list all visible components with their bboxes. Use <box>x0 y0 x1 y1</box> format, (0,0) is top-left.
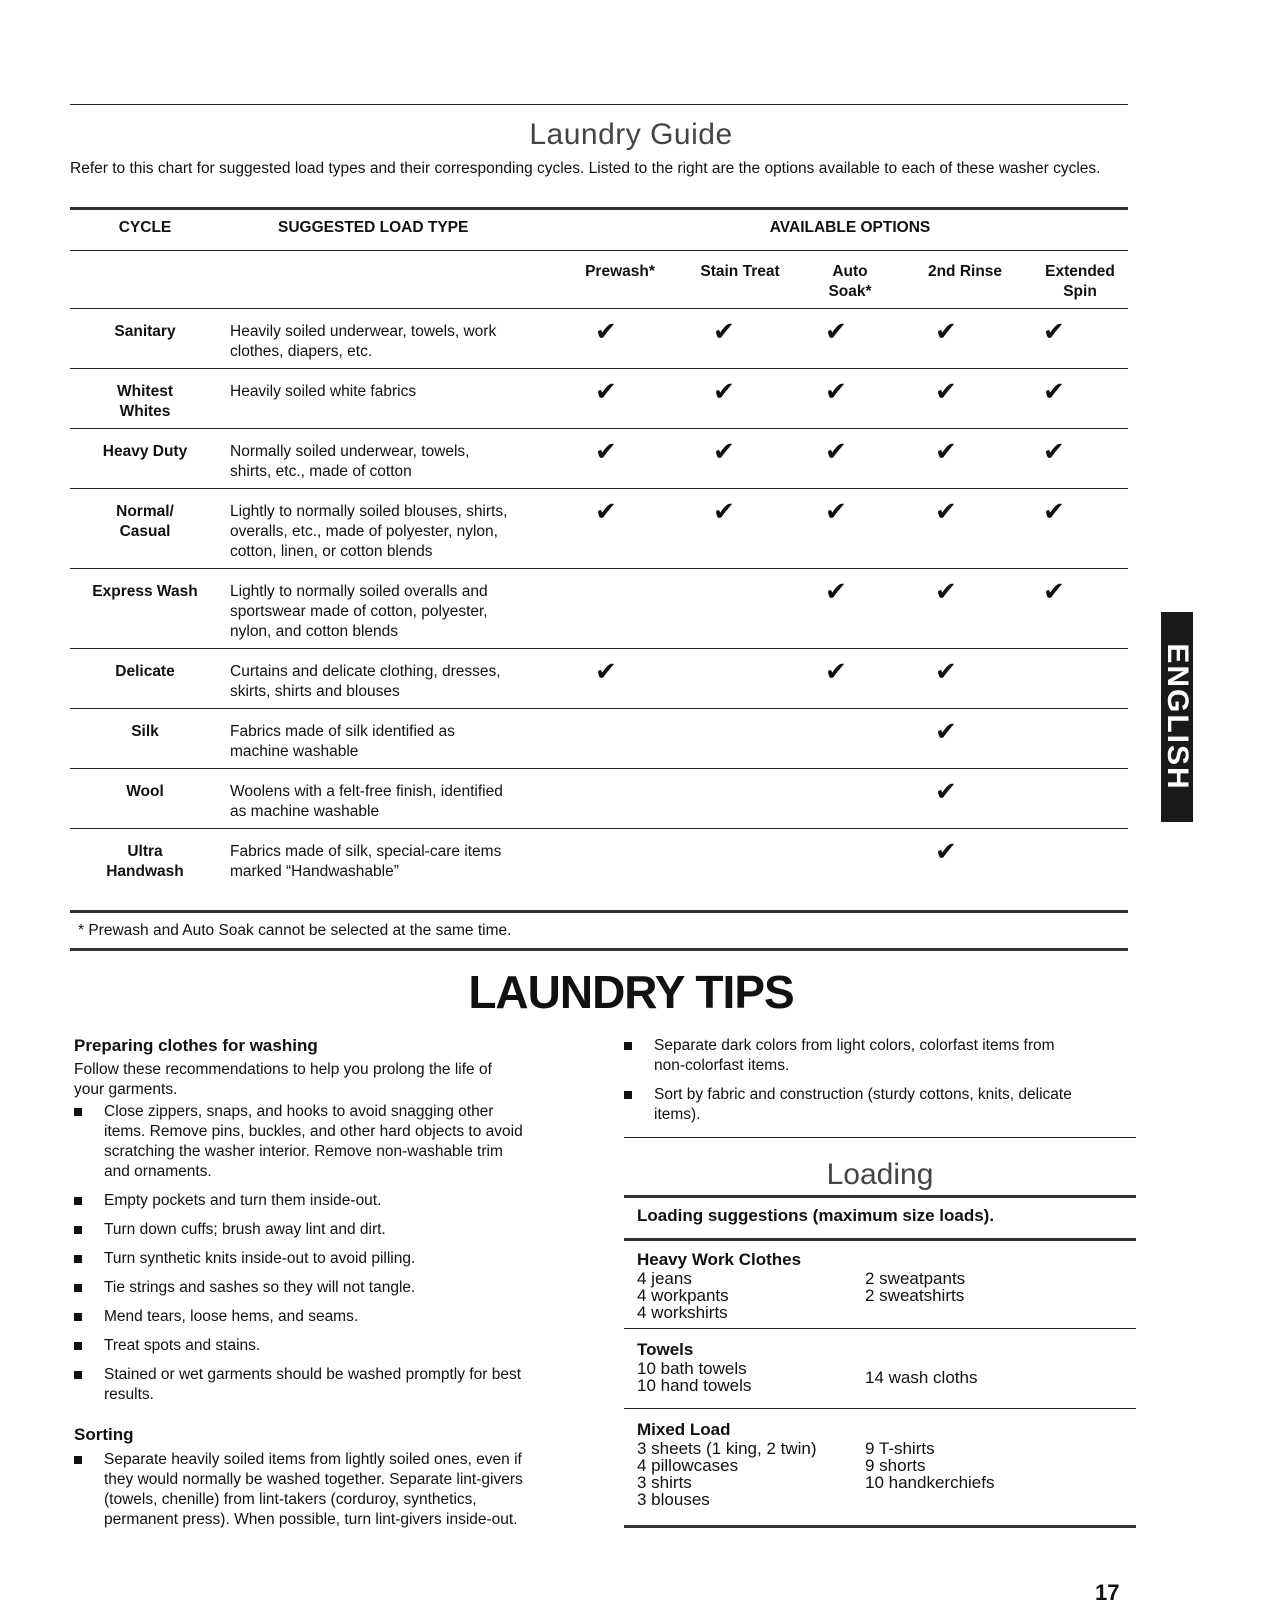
row-separator <box>70 648 1128 649</box>
loading-item: 10 hand towels <box>637 1376 752 1395</box>
load-type-line: clothes, diapers, etc. <box>230 343 373 360</box>
bullet-icon <box>74 1456 82 1464</box>
bullet-icon <box>74 1226 82 1234</box>
laundry-guide-title: Laundry Guide <box>529 118 733 151</box>
bullet-text <box>104 1249 604 1269</box>
cycle-name <box>70 382 220 422</box>
checkmark-icon: ✔ <box>825 436 847 466</box>
bullet-text-line: Close zippers, snaps, and hooks to avoid snagging other <box>104 1103 494 1120</box>
cycle-name <box>70 722 220 742</box>
checkmark-icon: ✔ <box>1043 496 1065 526</box>
bullet-text-line: Sort by fabric and construction (sturdy cottons, knits, delicate <box>654 1086 1072 1103</box>
load-type-line: Fabrics made of silk, special-care items <box>230 843 502 860</box>
bullet-text-line: Stained or wet garments should be washed promptly for best <box>104 1366 522 1383</box>
bullet-text-line: items. Remove pins, buckles, and other hard objects to avoid <box>104 1123 523 1140</box>
loading-title: Loading <box>826 1158 934 1191</box>
bullet-text <box>104 1278 604 1298</box>
loading-group-heading: Mixed Load <box>637 1420 731 1439</box>
checkmark-icon: ✔ <box>713 376 735 406</box>
loading-group-rule <box>624 1328 1136 1329</box>
bullet-icon <box>74 1342 82 1350</box>
load-type-line: Lightly to normally soiled overalls and <box>230 583 488 600</box>
checkmark-icon: ✔ <box>935 316 957 346</box>
load-type-line: cotton, linen, or cotton blends <box>230 543 433 560</box>
cycle-name-line: Silk <box>131 723 159 740</box>
bullet-text <box>104 1191 604 1211</box>
load-type-line: Woolens with a felt-free finish, identified <box>230 783 503 800</box>
bullet-text-line: Mend tears, loose hems, and seams. <box>104 1308 359 1325</box>
loading-item: 4 pillowcases <box>637 1456 739 1475</box>
loading-group-rule <box>624 1408 1136 1409</box>
table-bottom-rule <box>70 910 1128 913</box>
checkmark-icon: ✔ <box>595 496 617 526</box>
bullet-text-line: and ornaments. <box>104 1163 212 1180</box>
row-separator <box>70 568 1128 569</box>
bullet-icon <box>74 1197 82 1205</box>
checkmark-icon: ✔ <box>935 496 957 526</box>
header-rule <box>70 250 1128 251</box>
checkmark-icon: ✔ <box>595 436 617 466</box>
header-cycle: CYCLE <box>118 219 172 236</box>
bullet-text <box>104 1220 604 1240</box>
header-extended-spin <box>1025 262 1135 302</box>
bullet-text <box>654 1085 1154 1125</box>
bullet-text-line: (towels, chenille) from lint-takers (corduroy, synthetics, <box>104 1491 477 1508</box>
loading-group-heading: Towels <box>637 1340 694 1359</box>
loading-bottom-rule <box>624 1525 1136 1528</box>
checkmark-icon: ✔ <box>1043 576 1065 606</box>
cycle-name-line: Casual <box>119 523 171 540</box>
row-separator <box>70 768 1128 769</box>
checkmark-icon: ✔ <box>713 316 735 346</box>
bullet-icon <box>74 1255 82 1263</box>
checkmark-icon: ✔ <box>825 576 847 606</box>
cycle-name-line: Express Wash <box>92 583 198 600</box>
bullet-text-line: Turn synthetic knits inside-out to avoid pilling. <box>104 1250 416 1267</box>
load-type-line: shirts, etc., made of cotton <box>230 463 412 480</box>
loading-item: 9 shorts <box>865 1456 926 1475</box>
loading-item: 3 shirts <box>637 1473 692 1492</box>
bullet-text-line: Empty pockets and turn them inside-out. <box>104 1192 382 1209</box>
checkmark-icon: ✔ <box>713 496 735 526</box>
load-type <box>230 322 570 362</box>
row-separator <box>70 308 1128 309</box>
checkmark-icon: ✔ <box>825 656 847 686</box>
cycle-name-line: Sanitary <box>114 323 176 340</box>
bullet-text <box>104 1365 604 1405</box>
load-type-line: nylon, and cotton blends <box>230 623 399 640</box>
bullet-text-line: they would normally be washed together. Separate lint-givers <box>104 1471 523 1488</box>
preparing-intro <box>74 1060 594 1100</box>
cycle-name-line: Whites <box>119 403 171 420</box>
checkmark-icon: ✔ <box>825 496 847 526</box>
load-type <box>230 502 570 562</box>
header-stain-treat: Stain Treat <box>700 263 780 280</box>
footnote: * Prewash and Auto Soak cannot be selected at the same time. <box>78 922 512 939</box>
checkmark-icon: ✔ <box>935 716 957 746</box>
bullet-text-line: permanent press). When possible, turn lint-givers inside-out. <box>104 1511 518 1528</box>
sorting-heading: Sorting <box>74 1425 134 1444</box>
row-separator <box>70 428 1128 429</box>
loading-item: 9 T-shirts <box>865 1439 935 1458</box>
load-type <box>230 662 570 702</box>
cycle-name-line: Normal/ <box>116 503 174 520</box>
bullet-icon <box>74 1284 82 1292</box>
loading-title-rule <box>624 1195 1136 1198</box>
load-type-line: Heavily soiled underwear, towels, work <box>230 323 497 340</box>
checkmark-icon: ✔ <box>1043 436 1065 466</box>
cycle-name <box>70 502 220 542</box>
bullet-text-line: scratching the washer interior. Remove non-washable trim <box>104 1143 503 1160</box>
cycle-name <box>70 662 220 682</box>
header-extended-spin-line1: Extended <box>1045 263 1115 280</box>
cycle-name <box>70 782 220 802</box>
cycle-name <box>70 322 220 342</box>
load-type <box>230 722 570 762</box>
bullet-text <box>654 1036 1154 1076</box>
load-type <box>230 442 570 482</box>
loading-item: 4 jeans <box>637 1269 692 1288</box>
loading-item: 10 bath towels <box>637 1359 747 1378</box>
checkmark-icon: ✔ <box>935 376 957 406</box>
load-type <box>230 382 570 402</box>
loading-top-rule <box>624 1137 1136 1138</box>
bullet-text-line: Treat spots and stains. <box>104 1337 261 1354</box>
footnote-rule <box>70 948 1128 951</box>
bullet-text <box>104 1307 604 1327</box>
bullet-icon <box>74 1108 82 1116</box>
row-separator <box>70 368 1128 369</box>
bullet-text <box>104 1336 604 1356</box>
loading-group-heading: Heavy Work Clothes <box>637 1250 802 1269</box>
cycle-name-line: Ultra <box>127 843 163 860</box>
load-type-line: marked “Handwashable” <box>230 863 399 880</box>
header-prewash: Prewash* <box>585 263 655 280</box>
checkmark-icon: ✔ <box>825 376 847 406</box>
bullet-text-line: Separate heavily soiled items from lightly soiled ones, even if <box>104 1451 522 1468</box>
laundry-tips-title: LAUNDRY TIPS <box>468 966 794 1018</box>
load-type-line: skirts, shirts and blouses <box>230 683 400 700</box>
load-type-line: as machine washable <box>230 803 380 820</box>
table-top-rule <box>70 207 1128 210</box>
header-load-type: SUGGESTED LOAD TYPE <box>278 219 469 236</box>
english-side-tab-label: ENGLISH <box>1161 643 1194 791</box>
cycle-name <box>70 442 220 462</box>
top-rule <box>70 104 1128 105</box>
checkmark-icon: ✔ <box>595 376 617 406</box>
load-type-line: machine washable <box>230 743 359 760</box>
header-auto-soak <box>800 262 900 302</box>
checkmark-icon: ✔ <box>935 776 957 806</box>
loading-item: 2 sweatpants <box>865 1269 966 1288</box>
header-auto-soak-line2: Soak* <box>828 283 872 300</box>
checkmark-icon: ✔ <box>595 656 617 686</box>
row-separator <box>70 828 1128 829</box>
cycle-name-line: Handwash <box>106 863 184 880</box>
load-type-line: sportswear made of cotton, polyester, <box>230 603 488 620</box>
checkmark-icon: ✔ <box>713 436 735 466</box>
loading-suggestions-rule <box>624 1238 1136 1241</box>
checkmark-icon: ✔ <box>935 656 957 686</box>
header-auto-soak-line1: Auto <box>832 263 868 280</box>
load-type-line: Fabrics made of silk identified as <box>230 723 455 740</box>
checkmark-icon: ✔ <box>825 316 847 346</box>
row-separator <box>70 708 1128 709</box>
bullet-text <box>104 1450 604 1530</box>
load-type-line: Curtains and delicate clothing, dresses, <box>230 663 501 680</box>
bullet-icon <box>74 1371 82 1379</box>
bullet-icon <box>624 1091 632 1099</box>
checkmark-icon: ✔ <box>595 316 617 346</box>
cycle-name <box>70 582 220 602</box>
cycle-name <box>70 842 220 882</box>
english-side-tab <box>1161 612 1193 822</box>
bullet-text-line: results. <box>104 1386 154 1403</box>
bullet-text-line: Separate dark colors from light colors, colorfast items from <box>654 1037 1055 1054</box>
cycle-name-line: Whitest <box>117 383 173 400</box>
bullet-text <box>104 1102 604 1182</box>
load-type-line: Heavily soiled white fabrics <box>230 383 417 400</box>
checkmark-icon: ✔ <box>935 836 957 866</box>
bullet-icon <box>624 1042 632 1050</box>
header-available-options: AVAILABLE OPTIONS <box>769 219 931 236</box>
cycle-name-line: Heavy Duty <box>102 443 188 460</box>
loading-item: 14 wash cloths <box>865 1368 978 1387</box>
header-extended-spin-line2: Spin <box>1063 283 1097 300</box>
row-separator <box>70 488 1128 489</box>
load-type-line: overalls, etc., made of polyester, nylon, <box>230 523 498 540</box>
load-type <box>230 582 570 642</box>
load-type <box>230 782 570 822</box>
bullet-icon <box>74 1313 82 1321</box>
loading-item: 2 sweatshirts <box>865 1286 965 1305</box>
cycle-name-line: Wool <box>126 783 164 800</box>
page-number: 17 <box>1095 1580 1120 1605</box>
preparing-intro-line: your garments. <box>74 1081 178 1098</box>
loading-item: 10 handkerchiefs <box>865 1473 995 1492</box>
load-type-line: Lightly to normally soiled blouses, shirts, <box>230 503 508 520</box>
header-2nd-rinse: 2nd Rinse <box>927 263 1003 280</box>
checkmark-icon: ✔ <box>935 576 957 606</box>
bullet-text-line: Tie strings and sashes so they will not tangle. <box>104 1279 416 1296</box>
loading-item: 3 blouses <box>637 1490 710 1509</box>
bullet-text-line: Turn down cuffs; brush away lint and dirt. <box>104 1221 386 1238</box>
checkmark-icon: ✔ <box>1043 376 1065 406</box>
bullet-text-line: non-colorfast items. <box>654 1057 790 1074</box>
loading-suggestions: Loading suggestions (maximum size loads). <box>637 1206 995 1225</box>
cycle-name-line: Delicate <box>115 663 175 680</box>
load-type <box>230 842 570 882</box>
preparing-heading: Preparing clothes for washing <box>74 1036 318 1055</box>
loading-item: 3 sheets (1 king, 2 twin) <box>637 1439 817 1458</box>
loading-item: 4 workshirts <box>637 1303 728 1322</box>
checkmark-icon: ✔ <box>1043 316 1065 346</box>
bullet-text-line: items). <box>654 1106 701 1123</box>
laundry-guide-intro: Refer to this chart for suggested load types and their corresponding cycles. Listed to the right are the options available to each of these washer cycles. <box>70 160 1101 177</box>
load-type-line: Normally soiled underwear, towels, <box>230 443 470 460</box>
loading-item: 4 workpants <box>637 1286 729 1305</box>
preparing-intro-line: Follow these recommendations to help you prolong the life of <box>74 1061 492 1078</box>
checkmark-icon: ✔ <box>935 436 957 466</box>
